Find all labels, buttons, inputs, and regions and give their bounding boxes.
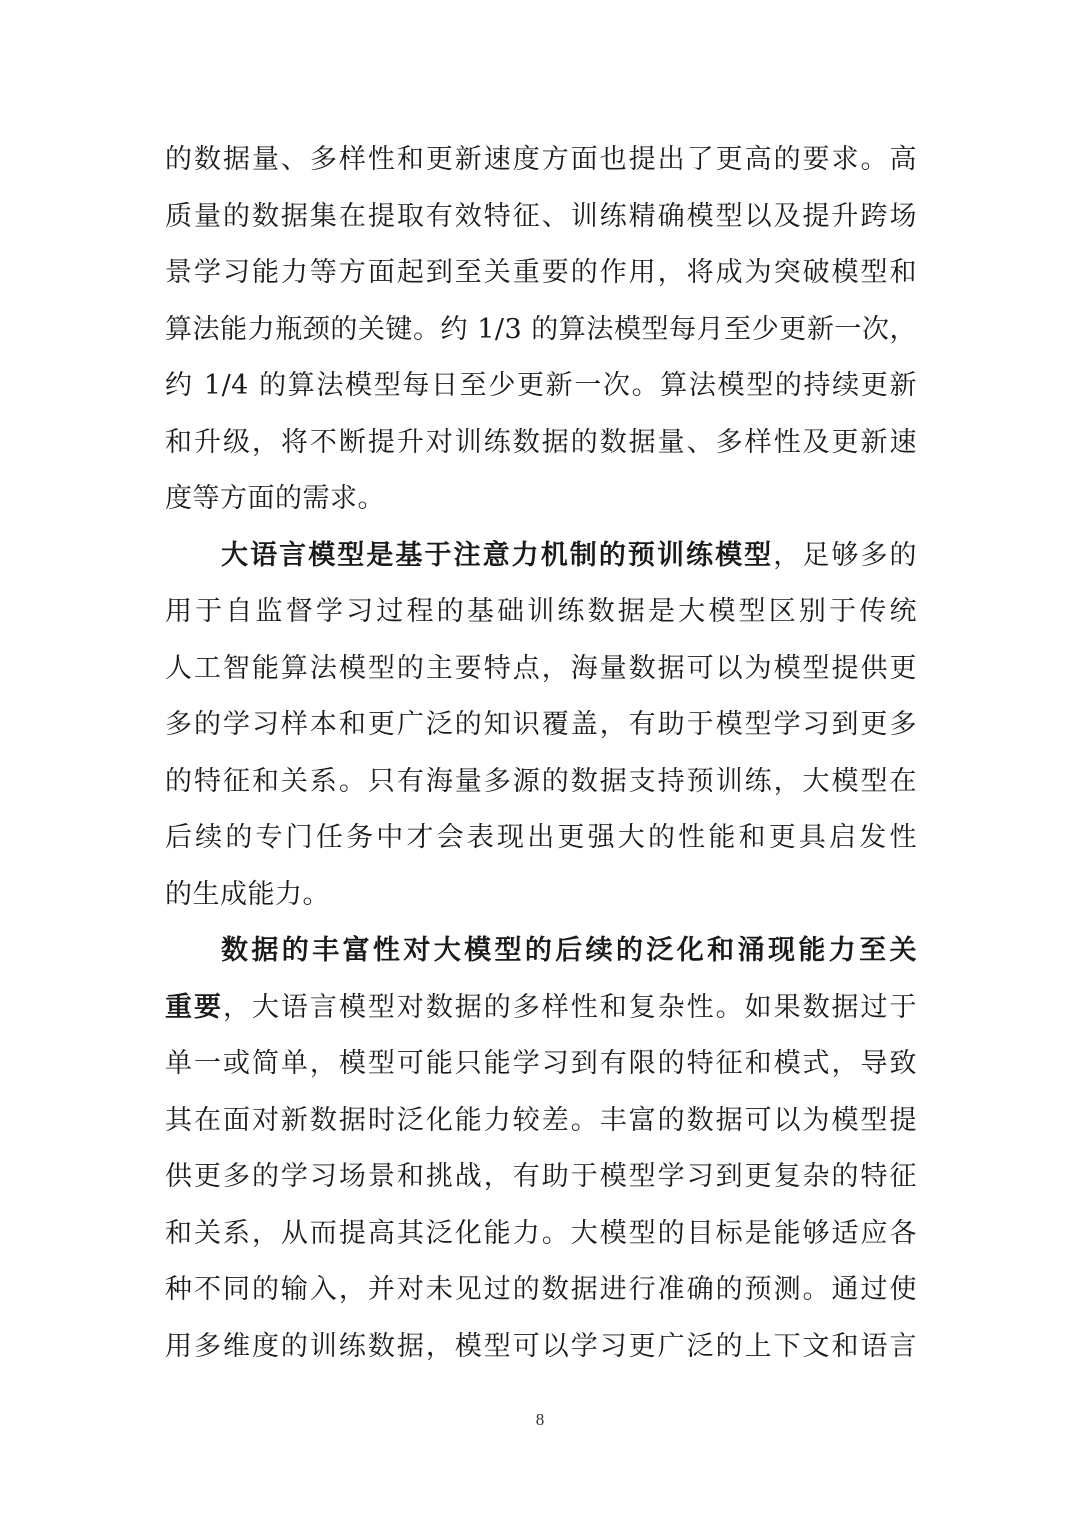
text-run: 和关系，从而提高其泛化能力。大模型的目标是能够适应各 xyxy=(165,1217,917,1249)
text-line xyxy=(165,471,917,528)
text-run: 的生成能力。 xyxy=(165,878,330,910)
text-line xyxy=(165,980,917,1037)
text-run: 用于自监督学习过程的基础训练数据是大模型区别于传统 xyxy=(165,596,917,627)
text-line xyxy=(165,302,917,359)
text-run: 其在面对新数据时泛化能力较差。丰富的数据可以为模型提 xyxy=(165,1104,917,1136)
text-run: 的数据量、多样性和更新速度方面也提出了更高的要求。高 xyxy=(165,144,917,175)
text-line xyxy=(165,415,917,472)
text-run: 约 1/4 的算法模型每日至少更新一次。算法模型的持续更新 xyxy=(165,370,917,401)
text-run: 的特征和关系。只有海量多源的数据支持预训练，大模型在 xyxy=(165,765,917,797)
text-run: 多的学习样本和更广泛的知识覆盖，有助于模型学习到更多 xyxy=(165,709,917,740)
text-run: 景学习能力等方面起到至关重要的作用，将成为突破模型和 xyxy=(165,257,917,288)
bold-text-run: 重要 xyxy=(165,991,223,1023)
text-line xyxy=(165,754,917,811)
text-line xyxy=(165,1262,917,1319)
text-line xyxy=(165,867,917,924)
text-line xyxy=(165,923,917,980)
bold-text-run: 数据的丰富性对大模型的后续的泛化和涌现能力至关 xyxy=(221,935,917,966)
page-number: 8 xyxy=(535,1410,545,1429)
text-run: 用多维度的训练数据，模型可以学习更广泛的上下文和语言 xyxy=(165,1330,917,1362)
text-line xyxy=(165,1149,917,1206)
text-run: 种不同的输入，并对未见过的数据进行准确的预测。通过使 xyxy=(165,1274,917,1305)
text-run: 后续的专门任务中才会表现出更强大的性能和更具启发性 xyxy=(165,822,917,853)
bold-text-run: 大语言模型是基于注意力机制的预训练模型 xyxy=(221,539,774,571)
text-line xyxy=(165,810,917,867)
text-line xyxy=(165,641,917,698)
text-run: 人工智能算法模型的主要特点，海量数据可以为模型提供更 xyxy=(165,652,917,684)
text-line xyxy=(165,245,917,302)
text-line xyxy=(165,358,917,415)
body-text xyxy=(165,132,917,1375)
paragraph xyxy=(165,528,917,924)
text-run: ，大语言模型对数据的多样性和复杂性。如果数据过于 xyxy=(222,991,918,1023)
text-line xyxy=(165,189,917,246)
text-line xyxy=(165,1093,917,1150)
text-line xyxy=(165,697,917,754)
text-line xyxy=(165,1206,917,1263)
text-run: 度等方面的需求。 xyxy=(165,483,385,514)
paragraph xyxy=(165,923,917,1375)
text-run: 算法能力瓶颈的关键。约 1/3 的算法模型每月至少更新一次， xyxy=(165,313,917,345)
text-line xyxy=(165,1319,917,1376)
paragraph xyxy=(165,132,917,528)
text-line xyxy=(165,1036,917,1093)
text-run: 单一或简单，模型可能只能学习到有限的特征和模式，导致 xyxy=(165,1048,917,1079)
text-line xyxy=(165,584,917,641)
text-run: 和升级，将不断提升对训练数据的数据量、多样性及更新速 xyxy=(165,426,917,458)
text-run: ，足够多的 xyxy=(773,539,918,571)
text-line xyxy=(165,528,917,585)
text-run: 供更多的学习场景和挑战，有助于模型学习到更复杂的特征 xyxy=(165,1161,917,1192)
text-line xyxy=(165,132,917,189)
text-run: 质量的数据集在提取有效特征、训练精确模型以及提升跨场 xyxy=(165,200,917,232)
